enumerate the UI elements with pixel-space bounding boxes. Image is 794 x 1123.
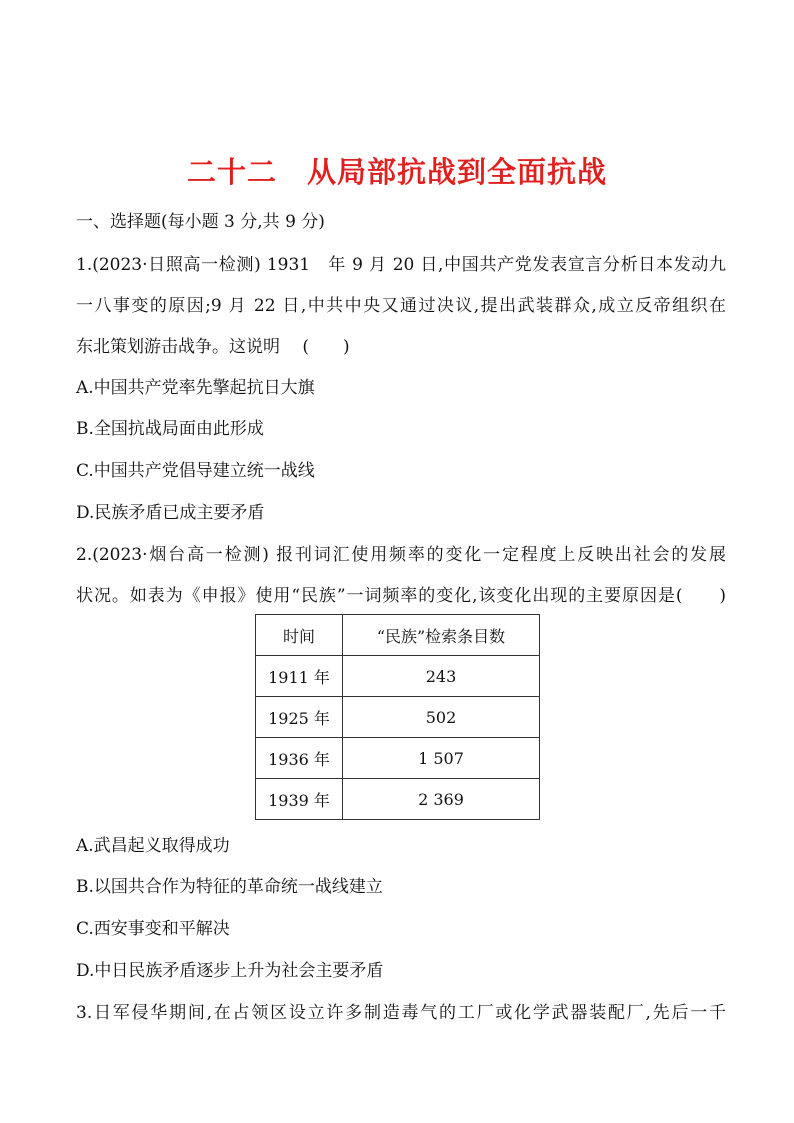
question-2-option-a: A.武昌起义取得成功 xyxy=(76,836,230,856)
question-2-line-2: 状况。如表为《申报》使用“民族”一词频率的变化,该变化出现的主要原因是( ) xyxy=(76,586,726,606)
question-3-line-1: 3.日军侵华期间,在占领区设立许多制造毒气的工厂或化学武器装配厂,先后一千 xyxy=(76,1003,726,1023)
question-2-line-1: 2.(2023·烟台高一检测) 报刊词汇使用频率的变化一定程度上反映出社会的发展 xyxy=(76,545,726,565)
table-cell-count: 2 369 xyxy=(343,779,540,820)
section-heading: 一、选择题(每小题 3 分,共 9 分) xyxy=(76,212,325,232)
table-row xyxy=(256,656,540,697)
table-cell-count: 1 507 xyxy=(343,738,540,779)
question-2-option-b: B.以国共合作为特征的革命统一战线建立 xyxy=(76,877,383,897)
table-cell-year: 1911 年 xyxy=(256,656,343,697)
table-row xyxy=(256,738,540,779)
table-cell-count: 502 xyxy=(343,697,540,738)
page-title: 二十二 从局部抗战到全面抗战 xyxy=(186,155,607,189)
question-1-line-3: 东北策划游击战争。这说明 ( ) xyxy=(76,337,350,357)
table-header-row xyxy=(256,615,540,656)
table-row xyxy=(256,697,540,738)
question-2-option-c: C.西安事变和平解决 xyxy=(76,919,230,939)
table-header-count: “民族”检索条目数 xyxy=(343,615,540,656)
table-cell-count: 243 xyxy=(343,656,540,697)
table-cell-year: 1936 年 xyxy=(256,738,343,779)
question-1-option-b: B.全国抗战局面由此形成 xyxy=(76,419,264,439)
question-2-option-d: D.中日民族矛盾逐步上升为社会主要矛盾 xyxy=(76,961,384,981)
question-1-line-1: 1.(2023·日照高一检测) 1931 年 9 月 20 日,中国共产党发表宣言分析日本发动九 xyxy=(76,255,726,275)
question-1-option-c: C.中国共产党倡导建立统一战线 xyxy=(76,461,315,481)
question-1-option-d: D.民族矛盾已成主要矛盾 xyxy=(76,503,265,523)
question-1-line-2: 一八事变的原因;9 月 22 日,中共中央又通过决议,提出武装群众,成立反帝组织在 xyxy=(76,296,726,316)
table-cell-year: 1925 年 xyxy=(256,697,343,738)
frequency-table xyxy=(255,614,540,820)
question-1-option-a: A.中国共产党率先擎起抗日大旗 xyxy=(76,378,315,398)
table-header-time: 时间 xyxy=(256,615,343,656)
table-row xyxy=(256,779,540,820)
table-cell-year: 1939 年 xyxy=(256,779,343,820)
